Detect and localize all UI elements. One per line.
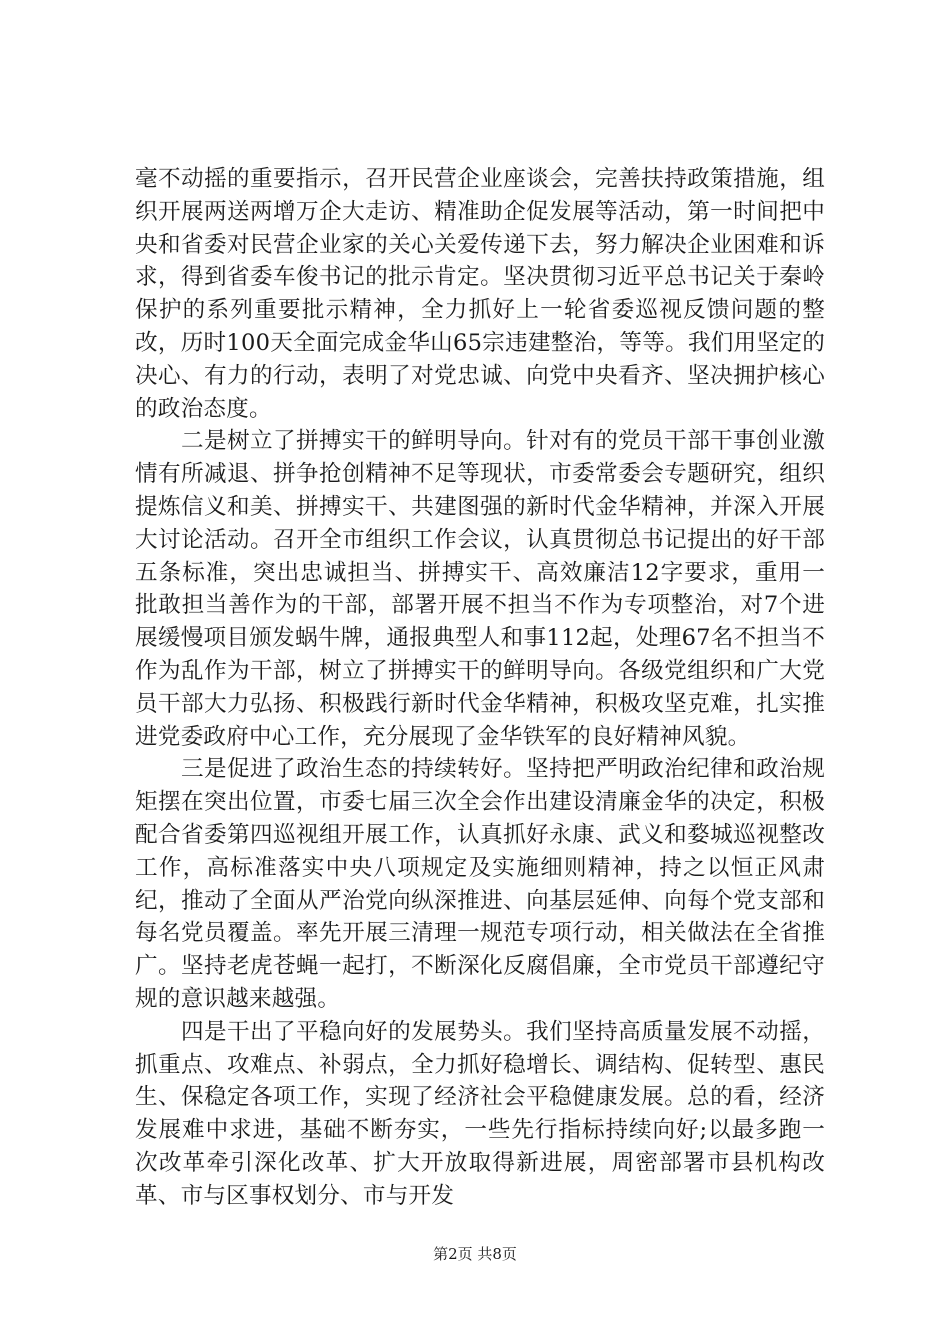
page-footer [0,1244,950,1264]
paragraph-point-four: 四是干出了平稳向好的发展势头。我们坚持高质量发展不动摇，抓重点、攻难点、补弱点，全力抓好稳增长、调结构、促转型、惠民生、保稳定各项工作，实现了经济社会平稳健康发展。总的看，经济发展难中求进，基础不断夯实，一些先行指标持续向好;以最多跑一次改革牵引深化改革、扩大开放取得新进展，周密部署市县机构改革、市与区事权划分、市与开发 [135,1018,825,1209]
paragraph-point-two: 二是树立了拼搏实干的鲜明导向。针对有的党员干部干事创业激情有所减退、拼争抢创精神不足等现状，市委常委会专题研究，组织提炼信义和美、拼搏实干、共建图强的新时代金华精神，并深入开展大讨论活动。召开全市组织工作会议，认真贯彻总书记提出的好干部五条标准，突出忠诚担当、拼搏实干、高效廉洁12字要求，重用一批敢担当善作为的干部，部署开展不担当不作为专项整治，对7个进展缓慢项目颁发蜗牛牌，通报典型人和事112起，处理67名不担当不作为乱作为干部，树立了拼搏实干的鲜明导向。各级党组织和广大党员干部大力弘扬、积极践行新时代金华精神，积极攻坚克难，扎实推进党委政府中心工作，充分展现了金华铁军的良好精神风貌。 [135,428,825,750]
paragraph-point-three: 三是促进了政治生态的持续转好。坚持把严明政治纪律和政治规矩摆在突出位置，市委七届三次全会作出建设清廉金华的决定，积极配合省委第四巡视组开展工作，认真抓好永康、武义和婺城巡视整改工作，高标准落实中央八项规定及实施细则精神，持之以恒正风肃纪，推动了全面从严治党向纵深推进、向基层延伸、向每个党支部和每名党员覆盖。率先开展三清理一规范专项行动，相关做法在全省推广。坚持老虎苍蝇一起打，不断深化反腐倡廉，全市党员干部遵纪守规的意识越来越强。 [135,756,825,1012]
paragraph-continued: 毫不动摇的重要指示，召开民营企业座谈会，完善扶持政策措施，组织开展两送两增万企大走访、精准助企促发展等活动，第一时间把中央和省委对民营企业家的关心关爱传递下去，努力解决企业困难和诉求，得到省委车俊书记的批示肯定。坚决贯彻习近平总书记关于秦岭保护的系列重要批示精神，全力抓好上一轮省委巡视反馈问题的整改，历时100天全面完成金华山65宗违建整治，等等。我们用坚定的决心、有力的行动，表明了对党忠诚、向党中央看齐、坚决拥护核心的政治态度。 [135,166,825,422]
page-number: 第2页 共8页 [433,1245,517,1263]
body-text [135,163,825,1213]
